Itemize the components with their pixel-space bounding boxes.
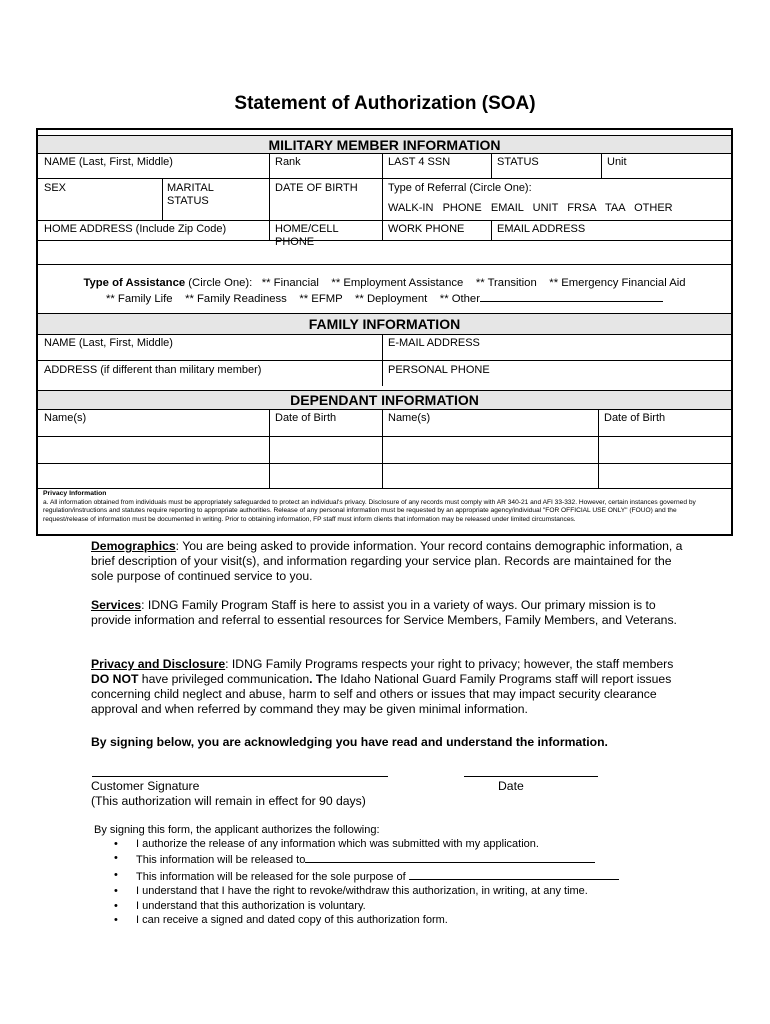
- released-to-blank[interactable]: [305, 851, 595, 863]
- assistance-line2: ** Family Life ** Family Readiness ** EFMP ** Deployment ** Other: [106, 293, 480, 305]
- privacy-heading: Privacy Information: [43, 490, 107, 497]
- acknowledge-statement: By signing below, you are acknowledging you have read and understand the information.: [91, 735, 608, 749]
- sex-field[interactable]: SEX: [44, 182, 67, 194]
- customer-signature-line[interactable]: [92, 776, 388, 777]
- sole-purpose-blank[interactable]: [409, 868, 619, 880]
- authorize-item-text: I understand that I have the right to revoke/withdraw this authorization, in writing, at any time.: [136, 885, 588, 898]
- authorize-item-text: I understand that this authorization is voluntary.: [136, 899, 366, 912]
- dependant-dob-col1: Date of Birth: [275, 412, 337, 424]
- date-label: Date: [498, 779, 524, 793]
- do-not-emphasis: DO NOT: [91, 672, 139, 686]
- work-phone-field[interactable]: WORK PHONE: [388, 223, 465, 235]
- marital-status-field[interactable]: MARITAL STATUS: [167, 182, 214, 207]
- assistance-label: Type of Assistance: [83, 277, 186, 289]
- family-header: FAMILY INFORMATION: [38, 313, 731, 335]
- privacy-disclosure-label: Privacy and Disclosure: [91, 657, 226, 671]
- dependant-dob-col2: Date of Birth: [604, 412, 666, 424]
- services-paragraph: [91, 598, 691, 628]
- privacy-disclosure-text-c: he Idaho National Guard Family Programs staff will report issues concerning child neglect and abuse, harm to self and others or issues that may impact security clearance approval and when referred by command they may be given minimal information.: [91, 672, 672, 716]
- list-item: [94, 868, 619, 884]
- dob-field[interactable]: DATE OF BIRTH: [275, 182, 358, 194]
- status-field[interactable]: STATUS: [497, 156, 539, 168]
- demographics-label: Demographics: [91, 539, 176, 553]
- other-blank[interactable]: [480, 290, 663, 302]
- privacy-text: a. All information obtained from individuals must be appropriately safeguarded to protect an individual's privacy. Disclosure of any records must comply with AR 340-21 and AFI 33-332. However, certain instances governed by regulation/instructions and statutes require reporting to appropriate authorities. Release of any personal information must be requested by an appropriate agency/individual "FOR OFFICIAL USE ONLY" (FOUO) and the request/release of information must be documented in writing. Prior to obtaining information, FP staff must inform clients that information may be released under limited circumstances.: [43, 498, 696, 523]
- list-item: [94, 884, 619, 898]
- demographics-text: : You are being asked to provide information. Your record contains demographic information, a brief description of your visit(s), and information regarding your service plan. Records are maintained for the sole purpose of continued service to you.: [91, 539, 683, 583]
- customer-signature-label: Customer Signature: [91, 779, 200, 793]
- authorization-duration: (This authorization will remain in effect for 90 days): [91, 794, 366, 808]
- list-item: [94, 837, 619, 851]
- referral-label: Type of Referral (Circle One):: [388, 182, 532, 194]
- dependant-header: DEPENDANT INFORMATION: [38, 390, 731, 410]
- assistance-options[interactable]: [38, 276, 731, 306]
- family-phone-field[interactable]: PERSONAL PHONE: [388, 364, 490, 376]
- page-title: Statement of Authorization (SOA): [234, 93, 536, 114]
- list-item: [94, 851, 619, 867]
- authorize-item-text: I authorize the release of any information which was submitted with my application.: [136, 838, 539, 850]
- privacy-disclosure-bold-t: . T: [309, 672, 324, 686]
- list-item: [94, 913, 619, 927]
- authorize-item-text: I can receive a signed and dated copy of this authorization form.: [136, 914, 448, 927]
- authorize-intro: By signing this form, the applicant authorizes the following:: [94, 824, 380, 836]
- referral-options[interactable]: WALK-IN PHONE EMAIL UNIT FRSA TAA OTHER: [388, 202, 673, 214]
- dependant-names-col2: Name(s): [388, 412, 431, 424]
- rank-field[interactable]: Rank: [275, 156, 301, 168]
- member-email-field[interactable]: EMAIL ADDRESS: [497, 223, 586, 235]
- family-email-field[interactable]: E-MAIL ADDRESS: [388, 337, 480, 349]
- ssn-field[interactable]: LAST 4 SSN: [388, 156, 451, 168]
- privacy-disclosure-paragraph: [91, 657, 691, 717]
- demographics-paragraph: [91, 539, 691, 584]
- soa-form-table: [36, 128, 733, 536]
- authorize-item-text: This information will be released for the sole purpose of: [136, 870, 406, 883]
- privacy-disclosure-text-a: : IDNG Family Programs respects your right to privacy; however, the staff members: [225, 657, 674, 671]
- home-address-field[interactable]: HOME ADDRESS (Include Zip Code): [44, 223, 227, 235]
- authorization-list: [94, 837, 619, 927]
- authorize-item-text: This information will be released to: [136, 854, 306, 867]
- member-name-field[interactable]: NAME (Last, First, Middle): [44, 156, 173, 168]
- privacy-disclosure-text-b: have privileged communication: [138, 672, 310, 686]
- assistance-line1: (Circle One): ** Financial ** Employment Assistance ** Transition ** Emergency Financial Aid: [185, 277, 686, 289]
- list-item: [94, 899, 619, 913]
- family-name-field[interactable]: NAME (Last, First, Middle): [44, 337, 173, 349]
- services-label: Services: [91, 598, 142, 612]
- military-header: MILITARY MEMBER INFORMATION: [38, 135, 731, 154]
- privacy-information: [43, 490, 717, 524]
- family-address-field[interactable]: ADDRESS (if different than military member): [44, 364, 262, 376]
- unit-field[interactable]: Unit: [607, 156, 627, 168]
- date-signature-line[interactable]: [464, 776, 598, 777]
- services-text: : IDNG Family Program Staff is here to assist you in a variety of ways. Our primary mission is to provide information and referral to essential resources for Service Members, Family Members, and Veterans.: [91, 598, 677, 627]
- home-cell-phone-field[interactable]: HOME/CELL PHONE: [275, 223, 339, 248]
- dependant-names-col1: Name(s): [44, 412, 87, 424]
